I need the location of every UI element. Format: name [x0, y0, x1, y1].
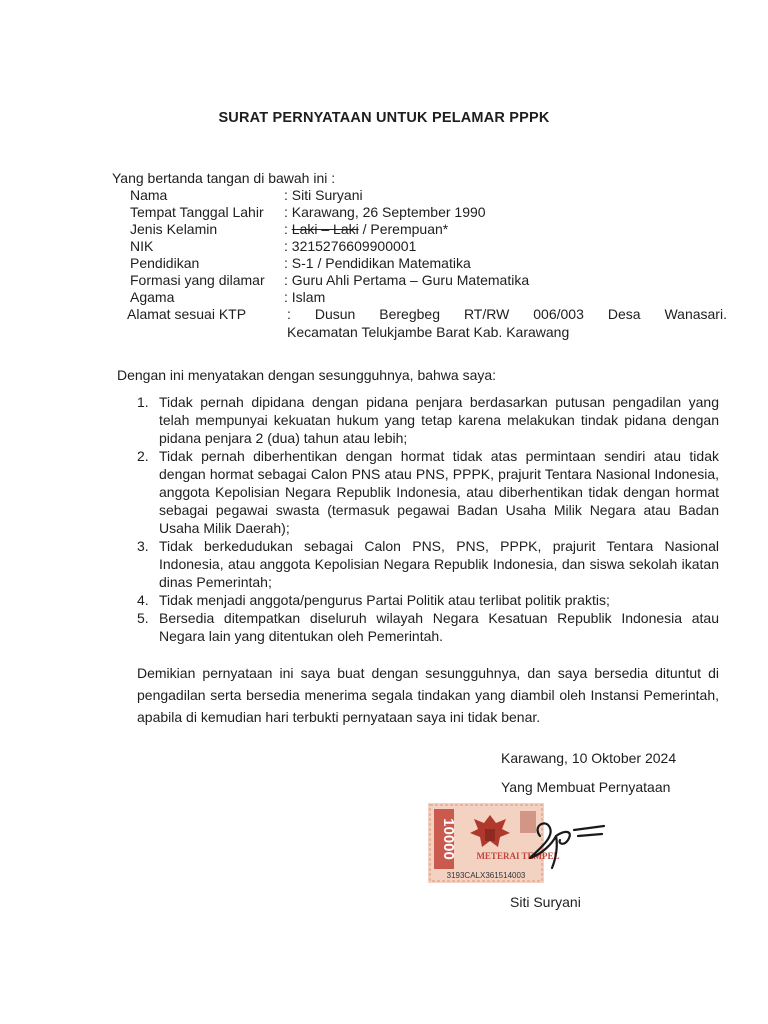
- address-word: Beregbeg: [379, 306, 440, 322]
- address-word: Wanasari.: [664, 306, 727, 322]
- field-label: Nama: [130, 187, 168, 203]
- field-gender: [130, 221, 529, 238]
- field-value: [284, 221, 448, 238]
- list-number: 1.: [137, 394, 149, 410]
- list-item: [137, 537, 719, 591]
- field-value: : Karawang, 26 September 1990: [284, 204, 486, 220]
- field-name: [130, 187, 529, 204]
- intro-text: Yang bertanda tangan di bawah ini :: [112, 170, 336, 186]
- list-text: Tidak berkedudukan sebagai Calon PNS, PNS, PPPK, prajurit Tentara Nasional Indonesia, atau anggota Kepolisian Negara Republik Indonesia, dan siswa sekolah ikatan dinas Pemerintah;: [159, 538, 719, 590]
- field-value: : Guru Ahli Pertama – Guru Matematika: [284, 272, 530, 288]
- field-value: : Islam: [284, 289, 326, 305]
- list-text: Tidak pernah dipidana dengan pidana penjara berdasarkan putusan pengadilan yang telah mempunyai kekuatan hukum yang tetap karena melakukan tindak pidana dengan pidana penjara 2 (dua) tahun atau lebih;: [159, 394, 719, 446]
- gender-selected-option: / Perempuan*: [358, 221, 449, 237]
- address-word: Desa: [607, 306, 641, 322]
- field-label: Pendidikan: [130, 255, 200, 271]
- list-number: 5.: [137, 610, 149, 626]
- address-word: Dusun: [314, 306, 356, 322]
- address-line-1: [127, 305, 727, 323]
- field-label: Tempat Tanggal Lahir: [130, 204, 264, 220]
- closing-paragraph: Demikian pernyataan ini saya buat dengan sesungguhnya, dan saya bersedia dituntut di pengadilan serta bersedia menerima segala tindakan yang diambil oleh Instansi Pemerintah, apabila di kemudian hari terbukti pernyataan saya ini tidak benar.: [137, 665, 719, 725]
- field-address: [127, 305, 727, 341]
- signature: [512, 806, 612, 872]
- stamp-serial: 3193CALX361514003: [446, 871, 526, 880]
- list-item: [137, 609, 719, 645]
- list-item: [137, 447, 719, 537]
- field-label: Agama: [130, 289, 175, 305]
- list-number: 4.: [137, 592, 149, 608]
- field-value: : Siti Suryani: [284, 187, 363, 203]
- field-value: : 3215276609900001: [284, 238, 417, 254]
- address-word: RT/RW: [463, 306, 510, 322]
- field-label: Formasi yang dilamar: [130, 272, 265, 288]
- list-text: Tidak pernah diberhentikan dengan hormat tidak atas permintaan sendiri atau tidak dengan hormat sebagai Calon PNS atau PNS, PPPK, prajurit Tentara Nasional Indonesia, anggota Kepolisian Negara Republik Indonesia, atau diberhentikan tidak dengan hormat sebagai pegawai swasta (termasuk pegawai Badan Usaha Milik Negara atau Badan Usaha Milik Daerah);: [159, 448, 719, 536]
- address-word: 006/003: [533, 306, 584, 322]
- field-nik: [130, 238, 529, 255]
- field-value: : S-1 / Pendidikan Matematika: [284, 255, 471, 271]
- statement-list: [137, 393, 719, 645]
- gender-struck-option: Laki – Laki: [291, 221, 359, 237]
- list-item: [137, 393, 719, 447]
- list-number: 2.: [137, 448, 149, 464]
- field-label: NIK: [130, 238, 154, 254]
- field-formation: [130, 272, 529, 289]
- list-number: 3.: [137, 538, 149, 554]
- maker-label: Yang Membuat Pernyataan: [501, 779, 671, 795]
- field-religion: [130, 289, 529, 306]
- field-label: Alamat sesuai KTP: [127, 306, 247, 322]
- field-birth: [130, 204, 529, 221]
- list-text: Bersedia ditempatkan diseluruh wilayah Negara Kesatuan Republik Indonesia atau Negara lain yang ditentukan oleh Pemerintah.: [159, 610, 719, 644]
- gender-colon: :: [284, 221, 292, 237]
- stamp-label: METERAI TEMPEL: [476, 851, 560, 861]
- address-value: [287, 305, 727, 323]
- field-education: [130, 255, 529, 272]
- field-label: Jenis Kelamin: [130, 221, 218, 237]
- address-colon: :: [287, 306, 291, 322]
- statement-lead: Dengan ini menyatakan dengan sesungguhnya, bahwa saya:: [117, 367, 497, 383]
- place-date: Karawang, 10 Oktober 2024: [501, 750, 677, 766]
- document-title: SURAT PERNYATAAN UNTUK PELAMAR PPPK: [218, 110, 550, 126]
- list-text: Tidak menjadi anggota/pengurus Partai Politik atau terlibat politik praktis;: [159, 592, 610, 608]
- list-item: [137, 591, 719, 609]
- identity-fields: [130, 187, 529, 306]
- address-line-2: Kecamatan Telukjambe Barat Kab. Karawang: [287, 324, 570, 340]
- signer-name: Siti Suryani: [510, 894, 581, 910]
- stamp-amount: 10000: [440, 818, 457, 860]
